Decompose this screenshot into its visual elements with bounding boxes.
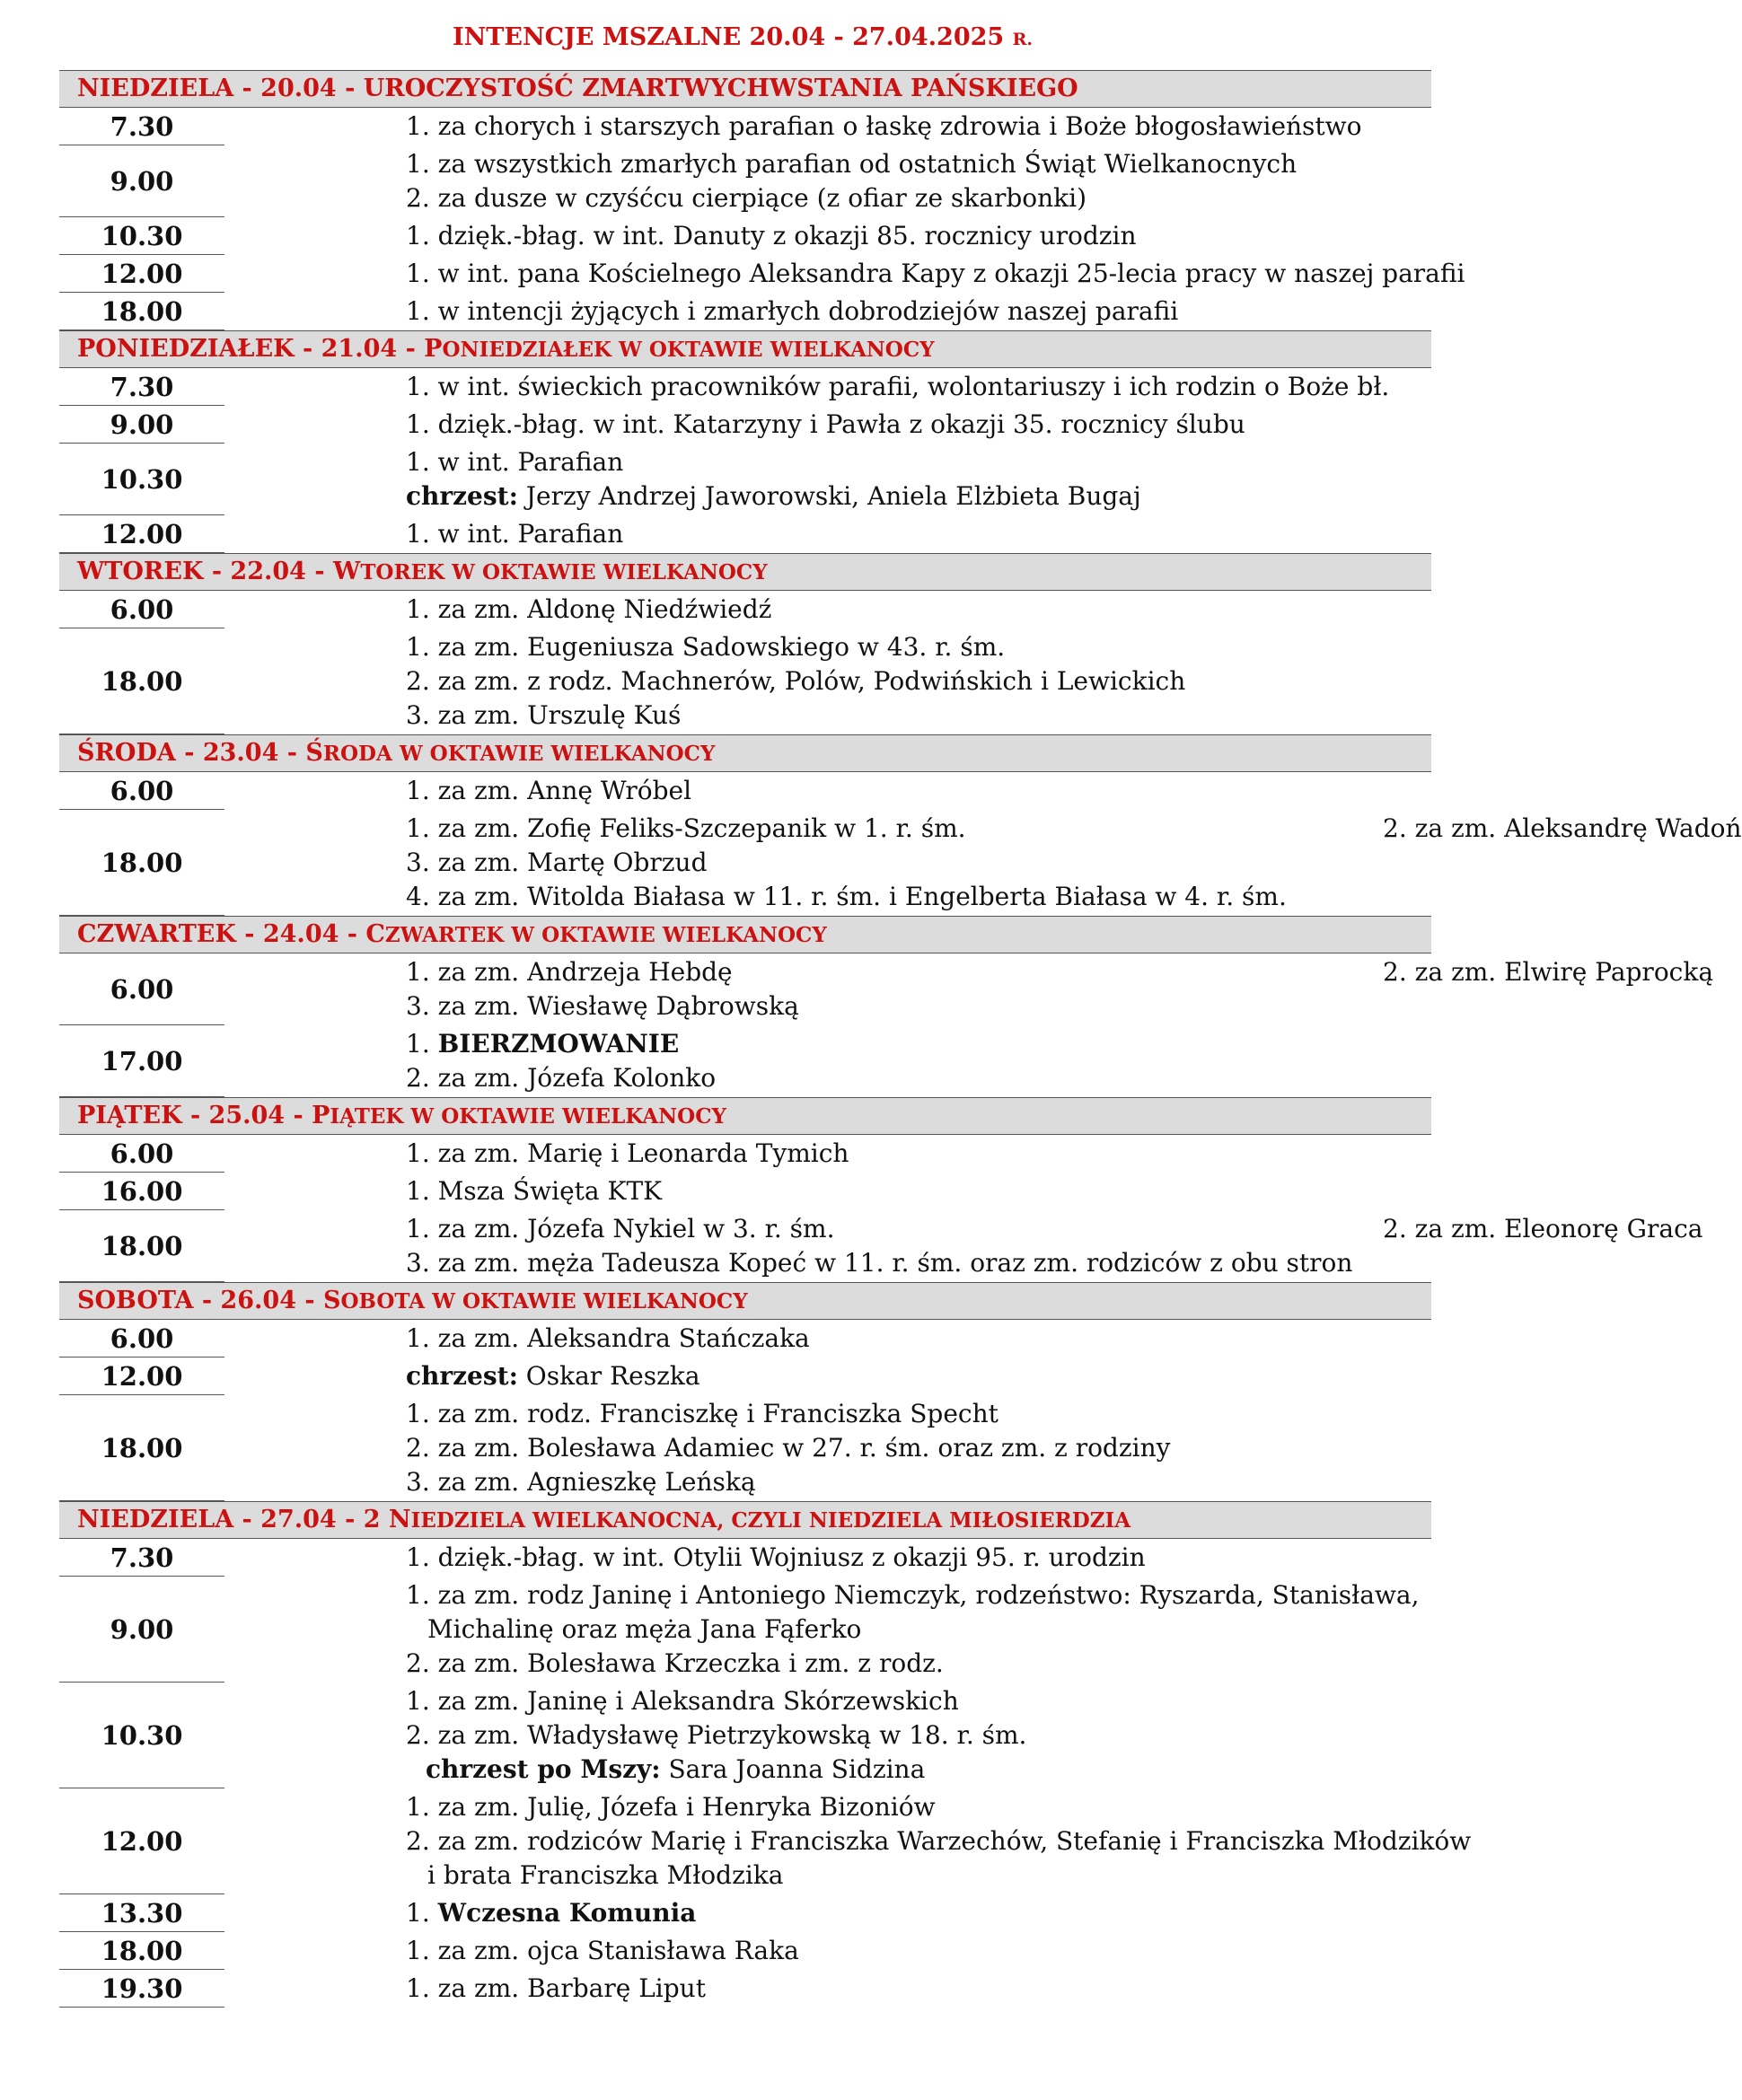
- intention-line: [406, 110, 1431, 144]
- intention-text: 1. za zm. Julię, Józefa i Henryka Bizoniów: [406, 1792, 936, 1822]
- mass-intentions: [224, 1788, 1471, 1894]
- day-header-title: PONIEDZIAŁEK - 21.04 - P: [77, 335, 443, 363]
- mass-intentions: [224, 1025, 1431, 1097]
- mass-row: [59, 591, 1431, 628]
- day-section: [59, 916, 1714, 1097]
- mass-row: [59, 1788, 1472, 1894]
- intention-line: [406, 1934, 1431, 1968]
- day-section: [59, 1282, 1431, 1501]
- mass-time: 6.00: [59, 1320, 224, 1358]
- intention-line: [406, 1972, 1431, 2006]
- intention-line: [406, 989, 1431, 1024]
- day-header-feast: TOREK W OKTAWIE WIELKANOCY: [360, 560, 768, 584]
- intention-line: [406, 1612, 1431, 1647]
- intention-text: 1. za zm. Aleksandra Stańczaka: [406, 1323, 810, 1353]
- mass-intentions: [224, 1894, 1431, 1932]
- intention-text: 1. dzięk.-błag. w int. Katarzyny i Pawła z okazji 35. rocznicy ślubu: [406, 409, 1245, 439]
- mass-time: 6.00: [59, 591, 224, 628]
- mass-time: 18.00: [59, 1932, 224, 1970]
- intention-label: chrzest po Mszy:: [426, 1754, 661, 1784]
- mass-row: [59, 406, 1431, 444]
- mass-intentions: [224, 1539, 1431, 1577]
- intention-bold-text: BIERZMOWANIE: [437, 1029, 680, 1059]
- intention-text: 1. za zm. Andrzeja Hebdę: [406, 957, 733, 987]
- intention-text: 1. za zm. Aldonę Niedźwiedź: [406, 594, 772, 624]
- intention-line: [406, 294, 1431, 329]
- mass-intentions: [224, 255, 1465, 293]
- mass-intentions: [224, 1577, 1431, 1683]
- mass-time: 10.30: [59, 444, 224, 515]
- title-suffix: R.: [1012, 30, 1034, 49]
- intention-line: [406, 1027, 1431, 1061]
- mass-row: [59, 1539, 1431, 1577]
- intention-line: [406, 593, 1431, 627]
- intention-text: Oskar Reszka: [517, 1361, 700, 1391]
- day-section: [59, 70, 1465, 330]
- intention-line: [406, 630, 1431, 664]
- intention-line: [406, 1246, 1431, 1280]
- mass-schedule: [59, 70, 1742, 2008]
- intention-text: 2. za zm. Bolesława Krzeczka i zm. z rodz.: [406, 1648, 944, 1678]
- mass-time: 18.00: [59, 1210, 224, 1282]
- mass-time: 12.00: [59, 1358, 224, 1395]
- mass-time: 10.30: [59, 1683, 224, 1788]
- intention-line: [406, 1174, 1431, 1208]
- intention-line: [406, 1647, 1431, 1681]
- day-header-title: NIEDZIELA - 20.04 - UROCZYSTOŚĆ ZMARTWYCHWSTANIA PAŃSKIEGO: [77, 75, 1078, 102]
- intention-text: 2. za dusze w czyśćcu cierpiące (z ofiar ze skarbonki): [406, 183, 1087, 213]
- day-header-title: SOBOTA - 26.04 - S: [77, 1287, 341, 1314]
- mass-row: [59, 1683, 1431, 1788]
- mass-time: 10.30: [59, 217, 224, 255]
- mass-time: 9.00: [59, 406, 224, 444]
- intention-line: [406, 955, 1714, 989]
- mass-time: 6.00: [59, 953, 224, 1025]
- mass-time: 19.30: [59, 1970, 224, 2008]
- mass-time: 18.00: [59, 628, 224, 734]
- mass-row: [59, 1932, 1431, 1970]
- mass-intentions: [224, 515, 1431, 553]
- day-header-feast: ONIEDZIAŁEK W OKTAWIE WIELKANOCY: [442, 338, 935, 362]
- intention-text: Sara Joanna Sidzina: [660, 1754, 926, 1784]
- mass-intentions: [224, 108, 1431, 145]
- intention-line: [406, 846, 1431, 880]
- intention-text: 1. za zm. Józefa Nykiel w 3. r. śm.: [406, 1214, 835, 1243]
- intention-number: 1.: [406, 1898, 438, 1928]
- intention-line: [406, 1431, 1431, 1465]
- day-header: [59, 734, 1431, 772]
- mass-intentions: [224, 953, 1714, 1025]
- intention-text-second-column: 2. za zm. Aleksandrę Wadoń: [1383, 813, 1742, 843]
- title-main: INTENCJE MSZALNE 20.04 - 27.04.2025: [452, 23, 1005, 51]
- intention-text: 1. za wszystkich zmarłych parafian od ostatnich Świąt Wielkanocnych: [406, 149, 1298, 179]
- mass-row: [59, 293, 1431, 330]
- mass-row: [59, 1970, 1431, 2008]
- intention-text: 4. za zm. Witolda Białasa w 11. r. śm. i Engelberta Białasa w 4. r. śm.: [406, 882, 1287, 911]
- intention-line: [406, 517, 1431, 551]
- intention-line: [406, 1465, 1431, 1499]
- intention-line: [406, 181, 1431, 215]
- mass-intentions: [224, 217, 1431, 255]
- mass-intentions: [224, 1210, 1703, 1282]
- mass-time: 18.00: [59, 293, 224, 330]
- mass-row: [59, 772, 1431, 810]
- mass-time: 9.00: [59, 145, 224, 217]
- intention-line: [406, 219, 1431, 253]
- mass-intentions: [224, 293, 1431, 330]
- intention-text: 1. w int. Parafian: [406, 447, 624, 477]
- intention-number: 1.: [406, 1029, 438, 1059]
- intention-line: [406, 812, 1742, 846]
- intention-text: 3. za zm. Martę Obrzud: [406, 848, 708, 877]
- mass-row: [59, 953, 1714, 1025]
- intention-line: [406, 1061, 1431, 1095]
- mass-intentions: [224, 368, 1431, 406]
- mass-row: [59, 1395, 1431, 1501]
- intention-line: [406, 1541, 1431, 1575]
- intention-text: 1. dzięk.-błag. w int. Otylii Wojniusz z okazji 95. r. urodzin: [406, 1542, 1146, 1572]
- intention-line: [406, 880, 1431, 914]
- intention-line: [406, 257, 1465, 291]
- day-header: [59, 1501, 1431, 1539]
- mass-row: [59, 1025, 1431, 1097]
- mass-time: 7.30: [59, 368, 224, 406]
- mass-row: [59, 1320, 1431, 1358]
- intention-line: [406, 1896, 1431, 1930]
- intention-text: 2. za zm. rodziców Marię i Franciszka Warzechów, Stefanię i Franciszka Młodzików: [406, 1826, 1472, 1856]
- intention-text: 2. za zm. Bolesława Adamiec w 27. r. śm. oraz zm. z rodziny: [406, 1433, 1171, 1463]
- mass-intentions: [224, 628, 1431, 734]
- intention-line: [406, 479, 1431, 514]
- day-section: [59, 553, 1431, 734]
- intention-line: [406, 1322, 1431, 1356]
- mass-intentions: [224, 810, 1742, 916]
- day-header: [59, 553, 1431, 591]
- mass-time: 13.30: [59, 1894, 224, 1932]
- mass-row: [59, 217, 1431, 255]
- day-header: [59, 916, 1431, 953]
- day-header: [59, 330, 1431, 368]
- intention-text: 1. w int. Parafian: [406, 519, 624, 549]
- mass-intentions: [224, 591, 1431, 628]
- mass-row: [59, 368, 1431, 406]
- intention-text: 1. w int. świeckich pracowników parafii, wolontariuszy i ich rodzin o Boże bł.: [406, 372, 1390, 401]
- mass-row: [59, 145, 1431, 217]
- intention-text: 1. za zm. Eugeniusza Sadowskiego w 43. r. śm.: [406, 632, 1006, 662]
- intention-line: [406, 1684, 1431, 1718]
- mass-intentions: [224, 1683, 1431, 1788]
- day-header-feast: IĄTEK W OKTAWIE WIELKANOCY: [330, 1104, 726, 1129]
- mass-intentions: [224, 772, 1431, 810]
- intention-text: Jerzy Andrzej Jaworowski, Aniela Elżbieta Bugaj: [517, 481, 1141, 511]
- mass-time: 7.30: [59, 1539, 224, 1577]
- intention-line: [406, 1359, 1431, 1393]
- mass-intentions: [224, 1173, 1431, 1210]
- mass-row: [59, 108, 1431, 145]
- mass-time: 18.00: [59, 1395, 224, 1501]
- intention-label: chrzest:: [406, 481, 518, 511]
- mass-row: [59, 1577, 1431, 1683]
- intention-text: 1. za zm. rodz Janinę i Antoniego Niemczyk, rodzeństwo: Ryszarda, Stanisława,: [406, 1580, 1420, 1610]
- day-header-title: ŚRODA - 23.04 - Ś: [77, 739, 323, 767]
- mass-row: [59, 810, 1742, 916]
- intention-text: 2. za zm. Józefa Kolonko: [406, 1063, 717, 1093]
- mass-intentions: [224, 1395, 1431, 1501]
- intention-text: 1. za zm. rodz. Franciszkę i Franciszka Specht: [406, 1399, 999, 1428]
- mass-intentions: [224, 145, 1431, 217]
- mass-time: 12.00: [59, 1788, 224, 1894]
- intention-text: i brata Franciszka Młodzika: [427, 1860, 784, 1890]
- mass-row: [59, 1135, 1431, 1173]
- day-header-title: PIĄTEK - 25.04 - P: [77, 1102, 330, 1129]
- mass-row: [59, 1358, 1431, 1395]
- intention-line: [406, 1212, 1703, 1246]
- mass-intentions: [224, 1932, 1431, 1970]
- intention-text: 1. za zm. ojca Stanisława Raka: [406, 1936, 799, 1965]
- day-header-feast: IEDZIELA WIELKANOCNA, CZYLI NIEDZIELA MIŁOSIERDZIA: [410, 1508, 1131, 1533]
- mass-time: 9.00: [59, 1577, 224, 1683]
- mass-row: [59, 1894, 1431, 1932]
- intention-line: [406, 1718, 1431, 1753]
- mass-row: [59, 1210, 1703, 1282]
- day-header-title: NIEDZIELA - 27.04 - 2 N: [77, 1506, 411, 1533]
- mass-time: 7.30: [59, 108, 224, 145]
- mass-row: [59, 255, 1465, 293]
- intention-text: 1. za zm. Marię i Leonarda Tymich: [406, 1138, 849, 1168]
- day-section: [59, 1501, 1472, 2008]
- intention-line: [406, 1578, 1431, 1612]
- day-header-title: CZWARTEK - 24.04 - C: [77, 920, 385, 948]
- mass-time: 6.00: [59, 1135, 224, 1173]
- intention-text: 1. za zm. Zofię Feliks-Szczepanik w 1. r. śm.: [406, 813, 966, 843]
- mass-intentions: [224, 1358, 1431, 1395]
- intention-text: 1. za chorych i starszych parafian o łaskę zdrowia i Boże błogosławieństwo: [406, 111, 1362, 141]
- day-section: [59, 734, 1742, 916]
- day-header-title: WTOREK - 22.04 - W: [77, 558, 361, 585]
- intention-label: chrzest:: [406, 1361, 518, 1391]
- page-title: [0, 20, 1485, 57]
- intention-line: [406, 147, 1431, 181]
- intention-line: [406, 1790, 1471, 1824]
- day-header-feast: RODA W OKTAWIE WIELKANOCY: [322, 742, 716, 766]
- day-section: [59, 1097, 1703, 1282]
- day-header: [59, 70, 1431, 108]
- intention-text: 3. za zm. Wiesławę Dąbrowską: [406, 991, 799, 1021]
- intention-text: 2. za zm. Władysławę Pietrzykowską w 18. r. śm.: [406, 1720, 1027, 1750]
- intention-line: [406, 370, 1431, 404]
- mass-time: 18.00: [59, 810, 224, 916]
- mass-row: [59, 1173, 1431, 1210]
- intention-text: 3. za zm. Urszulę Kuś: [406, 700, 682, 730]
- intention-text: 1. dzięk.-błag. w int. Danuty z okazji 85. rocznicy urodzin: [406, 221, 1137, 250]
- intention-text-second-column: 2. za zm. Elwirę Paprocką: [1383, 957, 1714, 987]
- intention-line: [406, 1858, 1471, 1893]
- mass-intentions: [224, 444, 1431, 515]
- day-section: [59, 330, 1431, 553]
- intention-bold-text: Wczesna Komunia: [437, 1898, 697, 1928]
- intention-text: 1. za zm. Janinę i Aleksandra Skórzewskich: [406, 1686, 959, 1716]
- intention-text: 1. za zm. Annę Wróbel: [406, 776, 692, 805]
- intention-text: 3. za zm. męża Tadeusza Kopeć w 11. r. śm. oraz zm. rodziców z obu stron: [406, 1248, 1353, 1278]
- day-header-feast: ZWARTEK W OKTAWIE WIELKANOCY: [384, 923, 827, 947]
- intention-line: [406, 408, 1431, 442]
- mass-intentions: [224, 406, 1431, 444]
- mass-time: 16.00: [59, 1173, 224, 1210]
- intention-line: [406, 1824, 1471, 1858]
- intention-text: 1. w int. pana Kościelnego Aleksandra Kapy z okazji 25-lecia pracy w naszej parafii: [406, 259, 1465, 288]
- intention-text-second-column: 2. za zm. Eleonorę Graca: [1383, 1214, 1703, 1243]
- intention-text: 3. za zm. Agnieszkę Leńską: [406, 1467, 756, 1497]
- mass-time: 17.00: [59, 1025, 224, 1097]
- intention-text: 2. za zm. z rodz. Machnerów, Polów, Podwińskich i Lewickich: [406, 666, 1186, 696]
- mass-time: 12.00: [59, 515, 224, 553]
- mass-intentions: [224, 1135, 1431, 1173]
- intention-line: [406, 1753, 1431, 1787]
- intention-text: 1. Msza Święta KTK: [406, 1176, 663, 1206]
- day-header-feast: OBOTA W OKTAWIE WIELKANOCY: [340, 1289, 748, 1314]
- mass-row: [59, 444, 1431, 515]
- intention-line: [406, 445, 1431, 479]
- mass-row: [59, 515, 1431, 553]
- intention-text: Michalinę oraz męża Jana Fąferko: [427, 1614, 862, 1644]
- intention-line: [406, 699, 1431, 733]
- intention-line: [406, 1397, 1431, 1431]
- day-header: [59, 1282, 1431, 1320]
- intention-text: 1. w intencji żyjących i zmarłych dobrodziejów naszej parafii: [406, 296, 1179, 326]
- mass-intentions: [224, 1970, 1431, 2008]
- mass-intentions: [224, 1320, 1431, 1358]
- mass-time: 6.00: [59, 772, 224, 810]
- day-header: [59, 1097, 1431, 1135]
- intention-line: [406, 664, 1431, 699]
- intention-text: 1. za zm. Barbarę Liput: [406, 1973, 706, 2003]
- mass-time: 12.00: [59, 255, 224, 293]
- intention-line: [406, 774, 1431, 808]
- mass-row: [59, 628, 1431, 734]
- intention-line: [406, 1137, 1431, 1171]
